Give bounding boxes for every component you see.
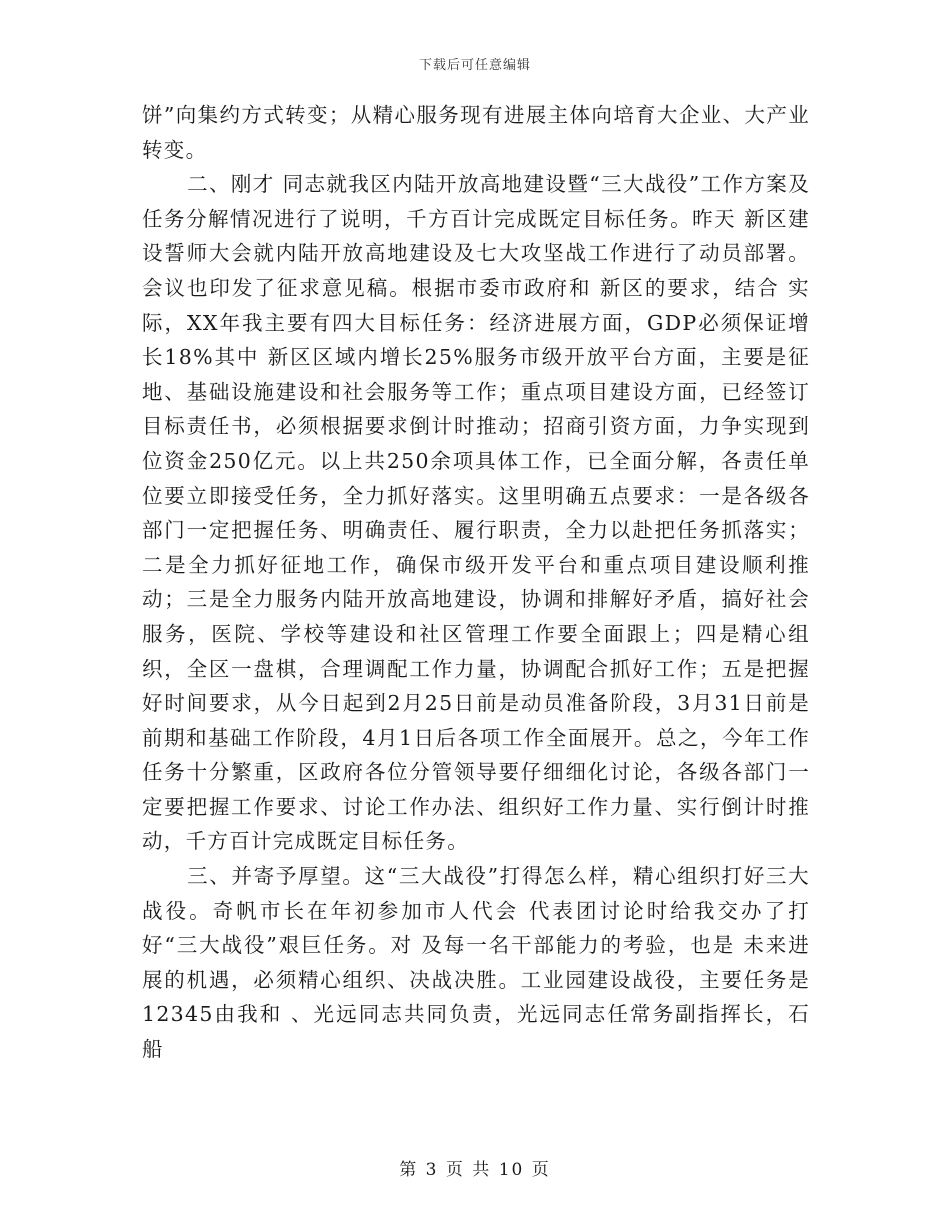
paragraph-continuation: 饼”向集约方式转变；从精心服务现有进展主体向培育大企业、大产业转变。: [142, 103, 810, 162]
footer-middle: 页 共: [445, 1160, 492, 1180]
document-body: [142, 98, 810, 1067]
footer-prefix: 第: [399, 1160, 419, 1180]
footer-current-page: 3: [425, 1160, 439, 1180]
page-header-note: 下载后可任意编辑: [418, 58, 531, 73]
paragraph-section-two: 二、刚才 同志就我区内陆开放高地建设暨“三大战役”工作方案及任务分解情况进行了说明，千方百计完成既定目标任务。昨天 新区建设誓师大会就内陆开放高地建设及七大攻坚战工作进行了动员部署。会议也印发了征求意见稿。根据市委市政府和 新区的要求，结合 实际，XX年我主要有四大目标任务：经济进展方面，GDP必须保证增长18%其中 新区区域内增长25%服务市级开放平台方面，主要是征地、基础设施建设和社会服务等工作；重点项目建设方面，已经签订目标责任书，必须根据要求倒计时推动；招商引资方面，力争实现到位资金250亿元。以上共250余项具体工作，已全面分解，各责任单位要立即接受任务，全力抓好落实。这里明确五点要求：一是各级各部门一定把握任务、明确责任、履行职责，全力以赴把任务抓落实；二是全力抓好征地工作，确保市级开发平台和重点项目建设顺利推动；三是全力服务内陆开放高地建设，协调和排解好矛盾，搞好社会服务，医院、学校等建设和社区管理工作要全面跟上；四是精心组织，全区一盘棋，合理调配工作力量，协调配合抓好工作；五是把握好时间要求，从今日起到2月25日前是动员准备阶段，3月31日前是前期和基础工作阶段，4月1日后各项工作全面展开。总之，今年工作任务十分繁重，区政府各位分管领导要仔细细化讨论，各级各部门一定要把握工作要求、讨论工作办法、组织好工作力量、实行倒计时推动，千方百计完成既定目标任务。: [142, 172, 810, 854]
footer-total-pages: 10: [498, 1160, 525, 1180]
page-number-footer: [0, 1155, 950, 1180]
footer-suffix: 页: [531, 1160, 551, 1180]
paragraph-section-three: 三、并寄予厚望。这“三大战役”打得怎么样，精心组织打好三大战役。奇帆市长在年初参加市人代会 代表团讨论时给我交办了打好“三大战役”艰巨任务。对 及每一名干部能力的考验，也是 未来进展的机遇，必须精心组织、决战决胜。工业园建设战役，主要任务是12345由我和 、光远同志共同负责，光远同志任常务副指挥长，石船: [142, 864, 810, 1062]
